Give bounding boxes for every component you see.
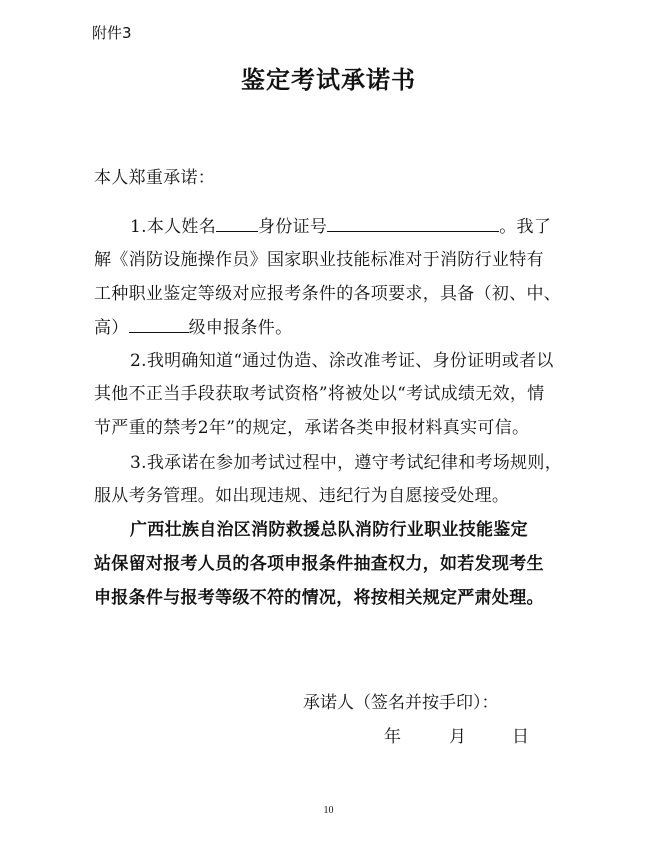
- attachment-label: 附件3: [92, 24, 132, 42]
- pledge-2-line-2: 其他不正当手段获取考试资格”将被处以“考试成绩无效，情: [94, 384, 545, 404]
- pledge-3-line-2: 服从考务管理。如出现违规、违纪行为自愿接受处理。: [94, 486, 510, 506]
- id-number-blank: [327, 217, 499, 232]
- date-day-label: 日: [512, 727, 529, 747]
- pledge-1-line-3: 工种职业鉴定等级对应报考条件的各项要求，具备（初、中、: [94, 284, 562, 304]
- level-prefix: 高）: [94, 318, 129, 338]
- pledge-2-line-3: 节严重的禁考2年”的规定，承诺各类申报材料真实可信。: [94, 418, 530, 438]
- greeting: 本人郑重承诺：: [94, 168, 216, 188]
- level-blank: [129, 318, 189, 333]
- level-suffix: 级申报条件。: [188, 318, 293, 338]
- pledge-1-line-2: 解《消防设施操作员》国家职业技能标准对于消防行业特有: [94, 250, 544, 270]
- pledge-2-line-1: 2.我明确知道“通过伪造、涂改准考证、身份证明或者以: [130, 351, 554, 371]
- notice-line-2: 站保留对报考人员的各项申报条件抽查权力，如若发现考生: [94, 554, 544, 574]
- pledge-1-line-4: [94, 313, 292, 338]
- page-number: 10: [323, 805, 334, 816]
- notice-line-1: 广西壮族自治区消防救援总队消防行业职业技能鉴定: [130, 520, 528, 540]
- pledge-3-line-1: 3.我承诺在参加考试过程中，遵守考试纪律和考场规则，: [130, 453, 563, 473]
- name-blank: [216, 217, 258, 232]
- signature-label: 承诺人（签名并按手印）：: [303, 693, 499, 713]
- pledge-1-tail: 。我了: [499, 217, 552, 237]
- document-title: 鉴定考试承诺书: [241, 66, 416, 94]
- pledge-1-name-label: 1.本人姓名: [130, 217, 217, 237]
- date-year-label: 年: [384, 727, 401, 747]
- pledge-1-id-label: 身份证号: [258, 217, 328, 237]
- date-month-label: 月: [449, 727, 466, 747]
- pledge-1-line-1: [130, 212, 551, 237]
- notice-line-3: 申报条件与报考等级不符的情况，将按相关规定严肃处理。: [94, 588, 544, 608]
